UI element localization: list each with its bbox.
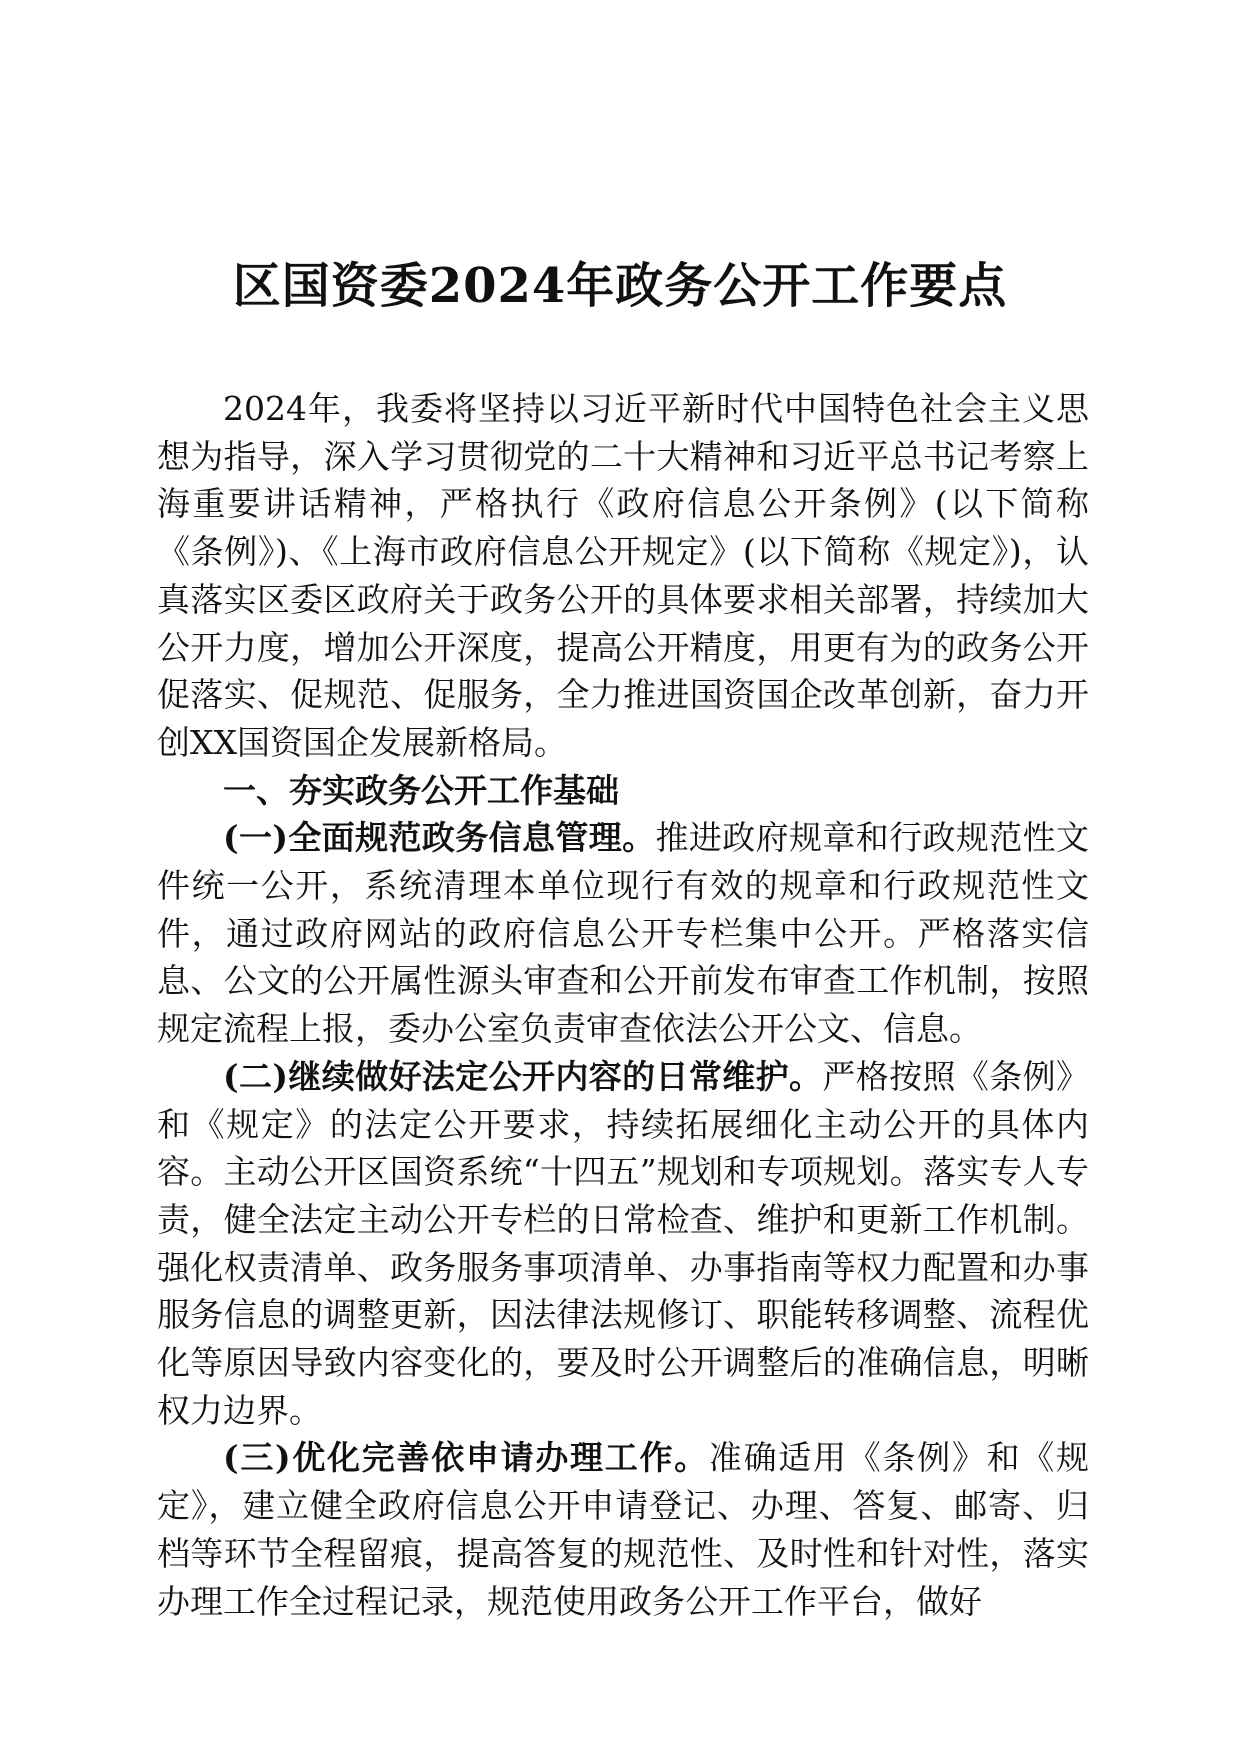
document-body: [157, 385, 1089, 1625]
section-heading-1: 一、夯实政务公开工作基础: [223, 770, 619, 810]
item-paragraph-2: [157, 1053, 1089, 1435]
item-lead-2: (二)继续做好法定公开内容的日常维护。: [223, 1056, 823, 1096]
intro-paragraph: 2024年，我委将坚持以习近平新时代中国特色社会主义思想为指导，深入学习贯彻党的二十大精神和习近平总书记考察上海重要讲话精神，严格执行《政府信息公开条例》(以下简称《条例》)、《上海市政府信息公开规定》(以下简称《规定》)，认真落实区委区政府关于政务公开的具体要求相关部署，持续加大公开力度，增加公开深度，提高公开精度，用更有为的政务公开促落实、促规范、促服务，全力推进国资国企改革创新，奋力开创XX国资国企发展新格局。: [157, 389, 1089, 762]
document-title: 区国资委2024年政务公开工作要点: [232, 258, 1008, 314]
item-text-2: 严格按照《条例》和《规定》的法定公开要求，持续拓展细化主动公开的具体内容。主动公开区国资系统“十四五”规划和专项规划。落实专人专责，健全法定主动公开专栏的日常检查、维护和更新工作机制。强化权责清单、政务服务事项清单、办事指南等权力配置和办事服务信息的调整更新，因法律法规修订、职能转移调整、流程优化等原因导致内容变化的，要及时公开调整后的准确信息，明晰权力边界。: [157, 1056, 1090, 1430]
item-paragraph-1: [157, 814, 1089, 1053]
item-lead-1: (一)全面规范政务信息管理。: [223, 818, 656, 858]
item-paragraph-3: [157, 1434, 1089, 1625]
item-lead-3: (三)优化完善依申请办理工作。: [223, 1438, 709, 1478]
item-text-1: 推进政府规章和行政规范性文件统一公开，系统清理本单位现行有效的规章和行政规范性文件，通过政府网站的政府信息公开专栏集中公开。严格落实信息、公文的公开属性源头审查和公开前发布审查工作机制，按照规定流程上报，委办公室负责审查依法公开公文、信息。: [157, 818, 1090, 1049]
item-text-3: 准确适用《条例》和《规定》，建立健全政府信息公开申请登记、办理、答复、邮寄、归档等环节全程留痕，提高答复的规范性、及时性和针对性，落实办理工作全过程记录，规范使用政务公开工作平台，做好: [157, 1438, 1089, 1621]
